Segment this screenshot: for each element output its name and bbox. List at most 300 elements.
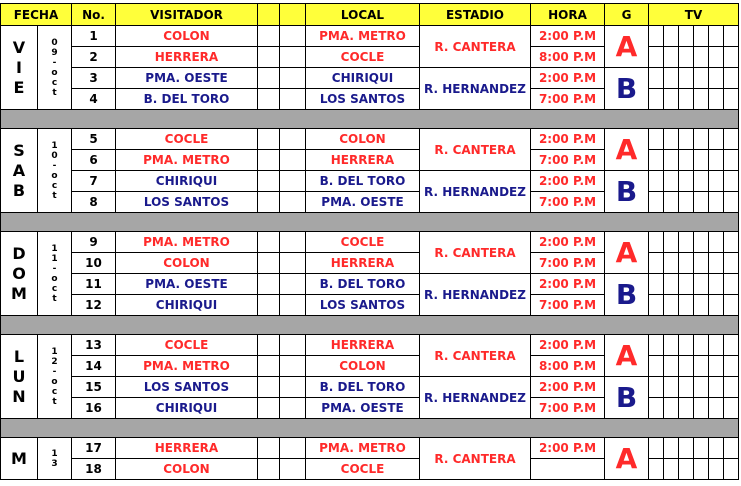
group-b-letter: B <box>605 171 649 213</box>
stadium-a: R. CANTERA <box>420 438 531 480</box>
game-row <box>1 377 739 398</box>
game-row <box>1 335 739 356</box>
date-char: o <box>51 376 58 387</box>
group-a-letter: A <box>605 335 649 377</box>
game-time: 8:00 P.M <box>531 47 605 68</box>
header-blank-1 <box>258 4 280 26</box>
tv-cell <box>664 192 679 213</box>
date-char: o <box>51 170 58 181</box>
tv-cell <box>694 129 709 150</box>
stadium-a: R. CANTERA <box>420 232 531 274</box>
blank-cell <box>280 171 306 192</box>
blank-cell <box>258 295 280 316</box>
tv-cell <box>679 26 694 47</box>
game-time: 2:00 P.M <box>531 232 605 253</box>
game-number: 3 <box>72 68 116 89</box>
blank-cell <box>280 335 306 356</box>
day-letter: M <box>11 283 27 303</box>
tv-cell <box>724 47 739 68</box>
tv-cell <box>664 377 679 398</box>
tv-cell <box>709 295 724 316</box>
tv-cell <box>724 150 739 171</box>
tv-cell <box>724 335 739 356</box>
blank-cell <box>280 377 306 398</box>
tv-cell <box>709 26 724 47</box>
date-char: c <box>51 77 58 88</box>
date-label <box>38 335 72 419</box>
stadium-a: R. CANTERA <box>420 335 531 377</box>
tv-cell <box>664 398 679 419</box>
stadium-a: R. CANTERA <box>420 26 531 68</box>
visitor-team: COLON <box>116 253 258 274</box>
local-team: PMA. METRO <box>306 26 420 47</box>
day-letter: B <box>12 180 26 200</box>
tv-cell <box>709 150 724 171</box>
local-team: HERRERA <box>306 150 420 171</box>
tv-cell <box>724 171 739 192</box>
game-number: 7 <box>72 171 116 192</box>
day-letter: N <box>12 386 26 406</box>
blank-cell <box>258 171 280 192</box>
game-number: 15 <box>72 377 116 398</box>
header-visitador: VISITADOR <box>116 4 258 26</box>
date-char: c <box>51 180 58 191</box>
tv-cell <box>649 377 664 398</box>
day-letter: E <box>13 77 25 97</box>
tv-cell <box>709 356 724 377</box>
date-char: o <box>51 273 58 284</box>
tv-cell <box>679 398 694 419</box>
local-team: PMA. METRO <box>306 438 420 459</box>
visitor-team: PMA. OESTE <box>116 68 258 89</box>
date-char: 3 <box>51 458 58 469</box>
blank-cell <box>280 192 306 213</box>
day-separator <box>1 213 739 232</box>
blank-cell <box>258 356 280 377</box>
tv-cell <box>679 129 694 150</box>
tv-cell <box>649 335 664 356</box>
day-letter: M <box>11 448 27 468</box>
date-label <box>38 129 72 213</box>
day-letter: V <box>12 37 26 57</box>
game-number: 18 <box>72 459 116 480</box>
tv-cell <box>649 150 664 171</box>
tv-cell <box>664 89 679 110</box>
local-team: B. DEL TORO <box>306 171 420 192</box>
game-time: 2:00 P.M <box>531 68 605 89</box>
game-row <box>1 129 739 150</box>
stadium-b: R. HERNANDEZ <box>420 171 531 213</box>
tv-cell <box>694 335 709 356</box>
blank-cell <box>280 295 306 316</box>
tv-cell <box>664 356 679 377</box>
date-char: - <box>52 366 57 377</box>
game-number: 14 <box>72 356 116 377</box>
tv-cell <box>679 68 694 89</box>
tv-cell <box>649 253 664 274</box>
tv-cell <box>679 438 694 459</box>
game-row <box>1 274 739 295</box>
tv-cell <box>664 274 679 295</box>
date-char: - <box>52 160 57 171</box>
tv-cell <box>649 398 664 419</box>
tv-cell <box>649 89 664 110</box>
tv-cell <box>709 232 724 253</box>
date-char: 9 <box>51 47 58 58</box>
date-char: c <box>51 386 58 397</box>
game-number: 6 <box>72 150 116 171</box>
tv-cell <box>724 232 739 253</box>
tv-cell <box>679 89 694 110</box>
local-team: PMA. OESTE <box>306 398 420 419</box>
visitor-team: HERRERA <box>116 438 258 459</box>
game-number: 1 <box>72 26 116 47</box>
date-char: t <box>52 190 57 201</box>
date-char: 1 <box>51 253 58 264</box>
tv-cell <box>694 68 709 89</box>
day-letter: U <box>12 366 26 386</box>
tv-cell <box>694 438 709 459</box>
tv-cell <box>709 129 724 150</box>
game-time: 2:00 P.M <box>531 274 605 295</box>
blank-cell <box>258 459 280 480</box>
game-number: 4 <box>72 89 116 110</box>
day-separator <box>1 110 739 129</box>
tv-cell <box>649 68 664 89</box>
tv-cell <box>709 89 724 110</box>
tv-cell <box>694 398 709 419</box>
local-team: B. DEL TORO <box>306 377 420 398</box>
tv-cell <box>679 377 694 398</box>
stadium-b: R. HERNANDEZ <box>420 274 531 316</box>
date-char: c <box>51 283 58 294</box>
tv-cell <box>664 438 679 459</box>
local-team: LOS SANTOS <box>306 89 420 110</box>
tv-cell <box>724 356 739 377</box>
blank-cell <box>258 89 280 110</box>
date-char: o <box>51 67 58 78</box>
tv-cell <box>649 171 664 192</box>
tv-cell <box>679 171 694 192</box>
tv-cell <box>724 398 739 419</box>
tv-cell <box>709 438 724 459</box>
blank-cell <box>258 129 280 150</box>
tv-cell <box>724 274 739 295</box>
day-letter: A <box>12 160 26 180</box>
tv-cell <box>664 129 679 150</box>
tv-cell <box>664 171 679 192</box>
tv-cell <box>649 26 664 47</box>
day-letter: I <box>16 57 22 77</box>
local-team: HERRERA <box>306 335 420 356</box>
separator-cell <box>1 419 739 438</box>
blank-cell <box>280 129 306 150</box>
game-time: 7:00 P.M <box>531 253 605 274</box>
game-time: 7:00 P.M <box>531 192 605 213</box>
date-char: 0 <box>51 150 58 161</box>
tv-cell <box>724 26 739 47</box>
date-char: t <box>52 396 57 407</box>
tv-cell <box>724 89 739 110</box>
tv-cell <box>664 335 679 356</box>
tv-cell <box>679 232 694 253</box>
tv-cell <box>664 26 679 47</box>
game-time: 2:00 P.M <box>531 438 605 459</box>
game-number: 8 <box>72 192 116 213</box>
tv-cell <box>724 459 739 480</box>
game-number: 2 <box>72 47 116 68</box>
game-row <box>1 26 739 47</box>
tv-cell <box>649 438 664 459</box>
group-a-letter: A <box>605 26 649 68</box>
game-time <box>531 459 605 480</box>
day-label <box>1 129 38 213</box>
blank-cell <box>258 438 280 459</box>
tv-cell <box>679 47 694 68</box>
game-time: 7:00 P.M <box>531 295 605 316</box>
local-team: CHIRIQUI <box>306 68 420 89</box>
date-char: t <box>52 293 57 304</box>
schedule-table <box>0 3 739 480</box>
tv-cell <box>649 274 664 295</box>
date-label <box>38 438 72 480</box>
tv-cell <box>694 274 709 295</box>
visitor-team: CHIRIQUI <box>116 171 258 192</box>
blank-cell <box>258 47 280 68</box>
day-label <box>1 26 38 110</box>
game-row <box>1 232 739 253</box>
visitor-team: LOS SANTOS <box>116 192 258 213</box>
tv-cell <box>679 192 694 213</box>
game-time: 2:00 P.M <box>531 171 605 192</box>
tv-cell <box>724 253 739 274</box>
blank-cell <box>280 253 306 274</box>
date-label <box>38 232 72 316</box>
day-label <box>1 335 38 419</box>
tv-cell <box>679 295 694 316</box>
tv-cell <box>679 150 694 171</box>
tv-cell <box>709 68 724 89</box>
header-tv: TV <box>649 4 739 26</box>
blank-cell <box>280 150 306 171</box>
day-label <box>1 232 38 316</box>
tv-cell <box>709 335 724 356</box>
date-char: t <box>52 87 57 98</box>
tv-cell <box>649 129 664 150</box>
day-separator <box>1 316 739 335</box>
game-time: 7:00 P.M <box>531 398 605 419</box>
group-b-letter: B <box>605 274 649 316</box>
tv-cell <box>694 89 709 110</box>
visitor-team: PMA. METRO <box>116 232 258 253</box>
game-number: 11 <box>72 274 116 295</box>
date-char: 0 <box>51 37 58 48</box>
tv-cell <box>664 459 679 480</box>
date-char: 2 <box>51 356 58 367</box>
tv-cell <box>709 377 724 398</box>
tv-cell <box>679 253 694 274</box>
tv-cell <box>694 459 709 480</box>
game-row <box>1 438 739 459</box>
header-estadio: ESTADIO <box>420 4 531 26</box>
game-number: 17 <box>72 438 116 459</box>
blank-cell <box>258 232 280 253</box>
tv-cell <box>724 377 739 398</box>
blank-cell <box>280 47 306 68</box>
tv-cell <box>664 295 679 316</box>
local-team: COLON <box>306 356 420 377</box>
tv-cell <box>694 295 709 316</box>
visitor-team: HERRERA <box>116 47 258 68</box>
blank-cell <box>280 89 306 110</box>
visitor-team: PMA. METRO <box>116 356 258 377</box>
tv-cell <box>649 295 664 316</box>
group-a-letter: A <box>605 438 649 480</box>
date-char: 1 <box>51 243 58 254</box>
tv-cell <box>679 459 694 480</box>
visitor-team: LOS SANTOS <box>116 377 258 398</box>
game-number: 16 <box>72 398 116 419</box>
day-letter: D <box>12 243 26 263</box>
date-char: 1 <box>51 140 58 151</box>
visitor-team: COCLE <box>116 335 258 356</box>
tv-cell <box>694 47 709 68</box>
blank-cell <box>280 68 306 89</box>
blank-cell <box>258 253 280 274</box>
tv-cell <box>709 398 724 419</box>
header-blank-2 <box>280 4 306 26</box>
tv-cell <box>724 192 739 213</box>
blank-cell <box>280 232 306 253</box>
tv-cell <box>664 150 679 171</box>
tv-cell <box>649 459 664 480</box>
blank-cell <box>280 459 306 480</box>
blank-cell <box>258 192 280 213</box>
tv-cell <box>664 47 679 68</box>
blank-cell <box>258 377 280 398</box>
game-number: 5 <box>72 129 116 150</box>
local-team: COCLE <box>306 459 420 480</box>
date-char: 1 <box>51 346 58 357</box>
separator-cell <box>1 316 739 335</box>
game-row <box>1 68 739 89</box>
separator-cell <box>1 110 739 129</box>
visitor-team: COLON <box>116 26 258 47</box>
tv-cell <box>694 192 709 213</box>
tv-cell <box>694 150 709 171</box>
game-time: 2:00 P.M <box>531 377 605 398</box>
tv-cell <box>694 26 709 47</box>
blank-cell <box>280 438 306 459</box>
game-number: 12 <box>72 295 116 316</box>
visitor-team: CHIRIQUI <box>116 295 258 316</box>
tv-cell <box>679 356 694 377</box>
date-label <box>38 26 72 110</box>
blank-cell <box>280 398 306 419</box>
game-number: 9 <box>72 232 116 253</box>
visitor-team: PMA. OESTE <box>116 274 258 295</box>
blank-cell <box>258 335 280 356</box>
day-letter: S <box>13 140 25 160</box>
blank-cell <box>280 274 306 295</box>
separator-cell <box>1 213 739 232</box>
header-fecha: FECHA <box>1 4 72 26</box>
game-time: 2:00 P.M <box>531 129 605 150</box>
game-time: 7:00 P.M <box>531 150 605 171</box>
tv-cell <box>709 274 724 295</box>
local-team: COCLE <box>306 47 420 68</box>
visitor-team: PMA. METRO <box>116 150 258 171</box>
tv-cell <box>724 129 739 150</box>
group-b-letter: B <box>605 68 649 110</box>
local-team: COLON <box>306 129 420 150</box>
game-number: 10 <box>72 253 116 274</box>
game-time: 2:00 P.M <box>531 335 605 356</box>
tv-cell <box>709 171 724 192</box>
tv-cell <box>694 377 709 398</box>
tv-cell <box>709 459 724 480</box>
header-local: LOCAL <box>306 4 420 26</box>
tv-cell <box>664 68 679 89</box>
day-label <box>1 438 38 480</box>
local-team: PMA. OESTE <box>306 192 420 213</box>
game-time: 7:00 P.M <box>531 89 605 110</box>
visitor-team: COLON <box>116 459 258 480</box>
date-char: 1 <box>51 448 58 459</box>
tv-cell <box>649 356 664 377</box>
stadium-b: R. HERNANDEZ <box>420 68 531 110</box>
tv-cell <box>694 232 709 253</box>
date-char: - <box>52 57 57 68</box>
tv-cell <box>709 253 724 274</box>
blank-cell <box>258 26 280 47</box>
day-separator <box>1 419 739 438</box>
header-no: No. <box>72 4 116 26</box>
local-team: HERRERA <box>306 253 420 274</box>
group-b-letter: B <box>605 377 649 419</box>
tv-cell <box>694 253 709 274</box>
blank-cell <box>258 68 280 89</box>
tv-cell <box>679 335 694 356</box>
tv-cell <box>709 192 724 213</box>
tv-cell <box>724 68 739 89</box>
visitor-team: CHIRIQUI <box>116 398 258 419</box>
game-number: 13 <box>72 335 116 356</box>
tv-cell <box>694 171 709 192</box>
tv-cell <box>664 232 679 253</box>
tv-cell <box>709 47 724 68</box>
header-row <box>1 4 739 26</box>
group-a-letter: A <box>605 129 649 171</box>
day-letter: O <box>12 263 26 283</box>
visitor-team: B. DEL TORO <box>116 89 258 110</box>
visitor-team: COCLE <box>116 129 258 150</box>
tv-cell <box>679 274 694 295</box>
tv-cell <box>664 253 679 274</box>
tv-cell <box>724 438 739 459</box>
header-hora: HORA <box>531 4 605 26</box>
date-char: - <box>52 263 57 274</box>
blank-cell <box>258 274 280 295</box>
game-time: 8:00 P.M <box>531 356 605 377</box>
tv-cell <box>649 47 664 68</box>
game-row <box>1 171 739 192</box>
blank-cell <box>258 398 280 419</box>
tv-cell <box>724 295 739 316</box>
local-team: LOS SANTOS <box>306 295 420 316</box>
blank-cell <box>280 356 306 377</box>
header-g: G <box>605 4 649 26</box>
